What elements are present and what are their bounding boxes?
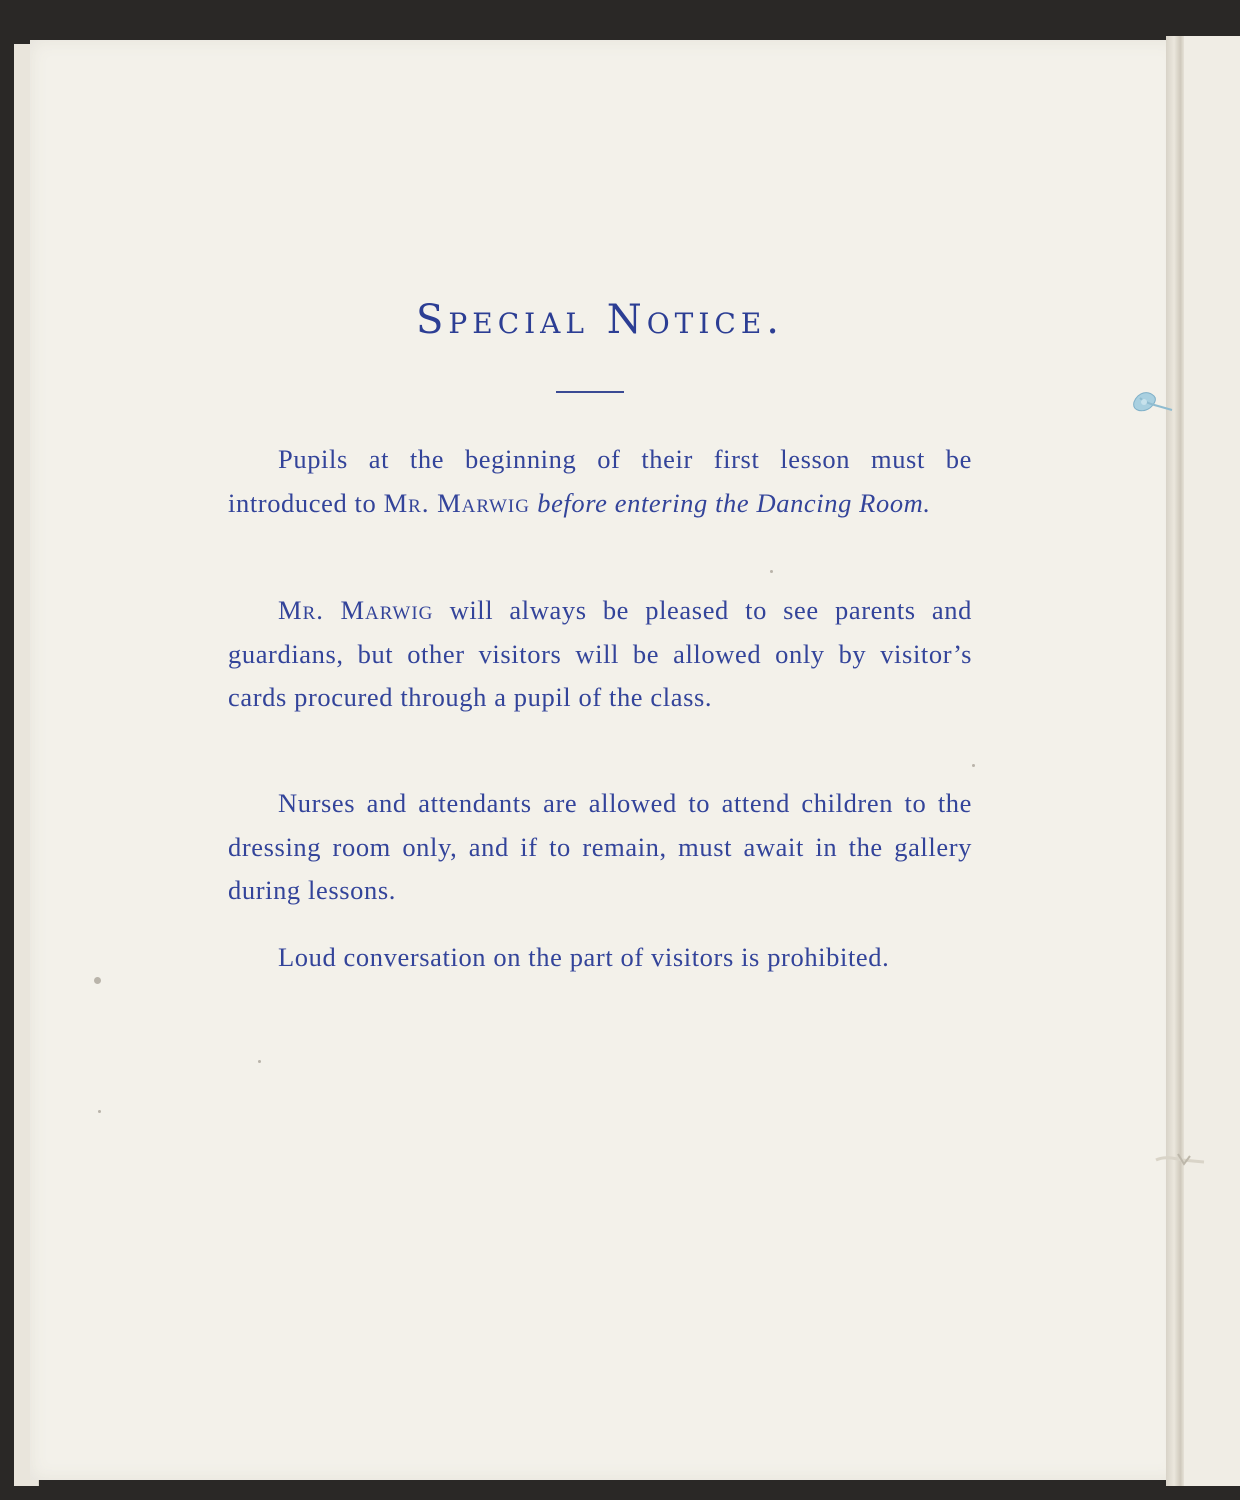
- mr-marwig-name: Mr. Marwig: [383, 487, 530, 518]
- notice-title: Special Notice.: [416, 297, 784, 343]
- title-rule: [556, 391, 624, 393]
- visitors-text: will always be pleased to see parents and guardians, but other visitors will be allowed only by visitor’s cards procured through a pupil of the class.: [228, 595, 972, 712]
- paragraph-visitors: [228, 589, 972, 720]
- paragraph-introduction: [228, 438, 972, 525]
- intro-text: Pupils at the beginning of their first lesson must be introduced to: [228, 444, 972, 518]
- intro-italic-text: before entering the Dancing Room.: [537, 487, 931, 518]
- mr-marwig-name: Mr. Marwig: [278, 595, 434, 625]
- paragraph-nurses: Nurses and attendants are allowed to attend children to the dressing room only, and if to remain, must await in the gallery during lessons.: [228, 788, 972, 905]
- paragraph-conversation: Loud conversation on the part of visitors is prohibited.: [278, 942, 890, 972]
